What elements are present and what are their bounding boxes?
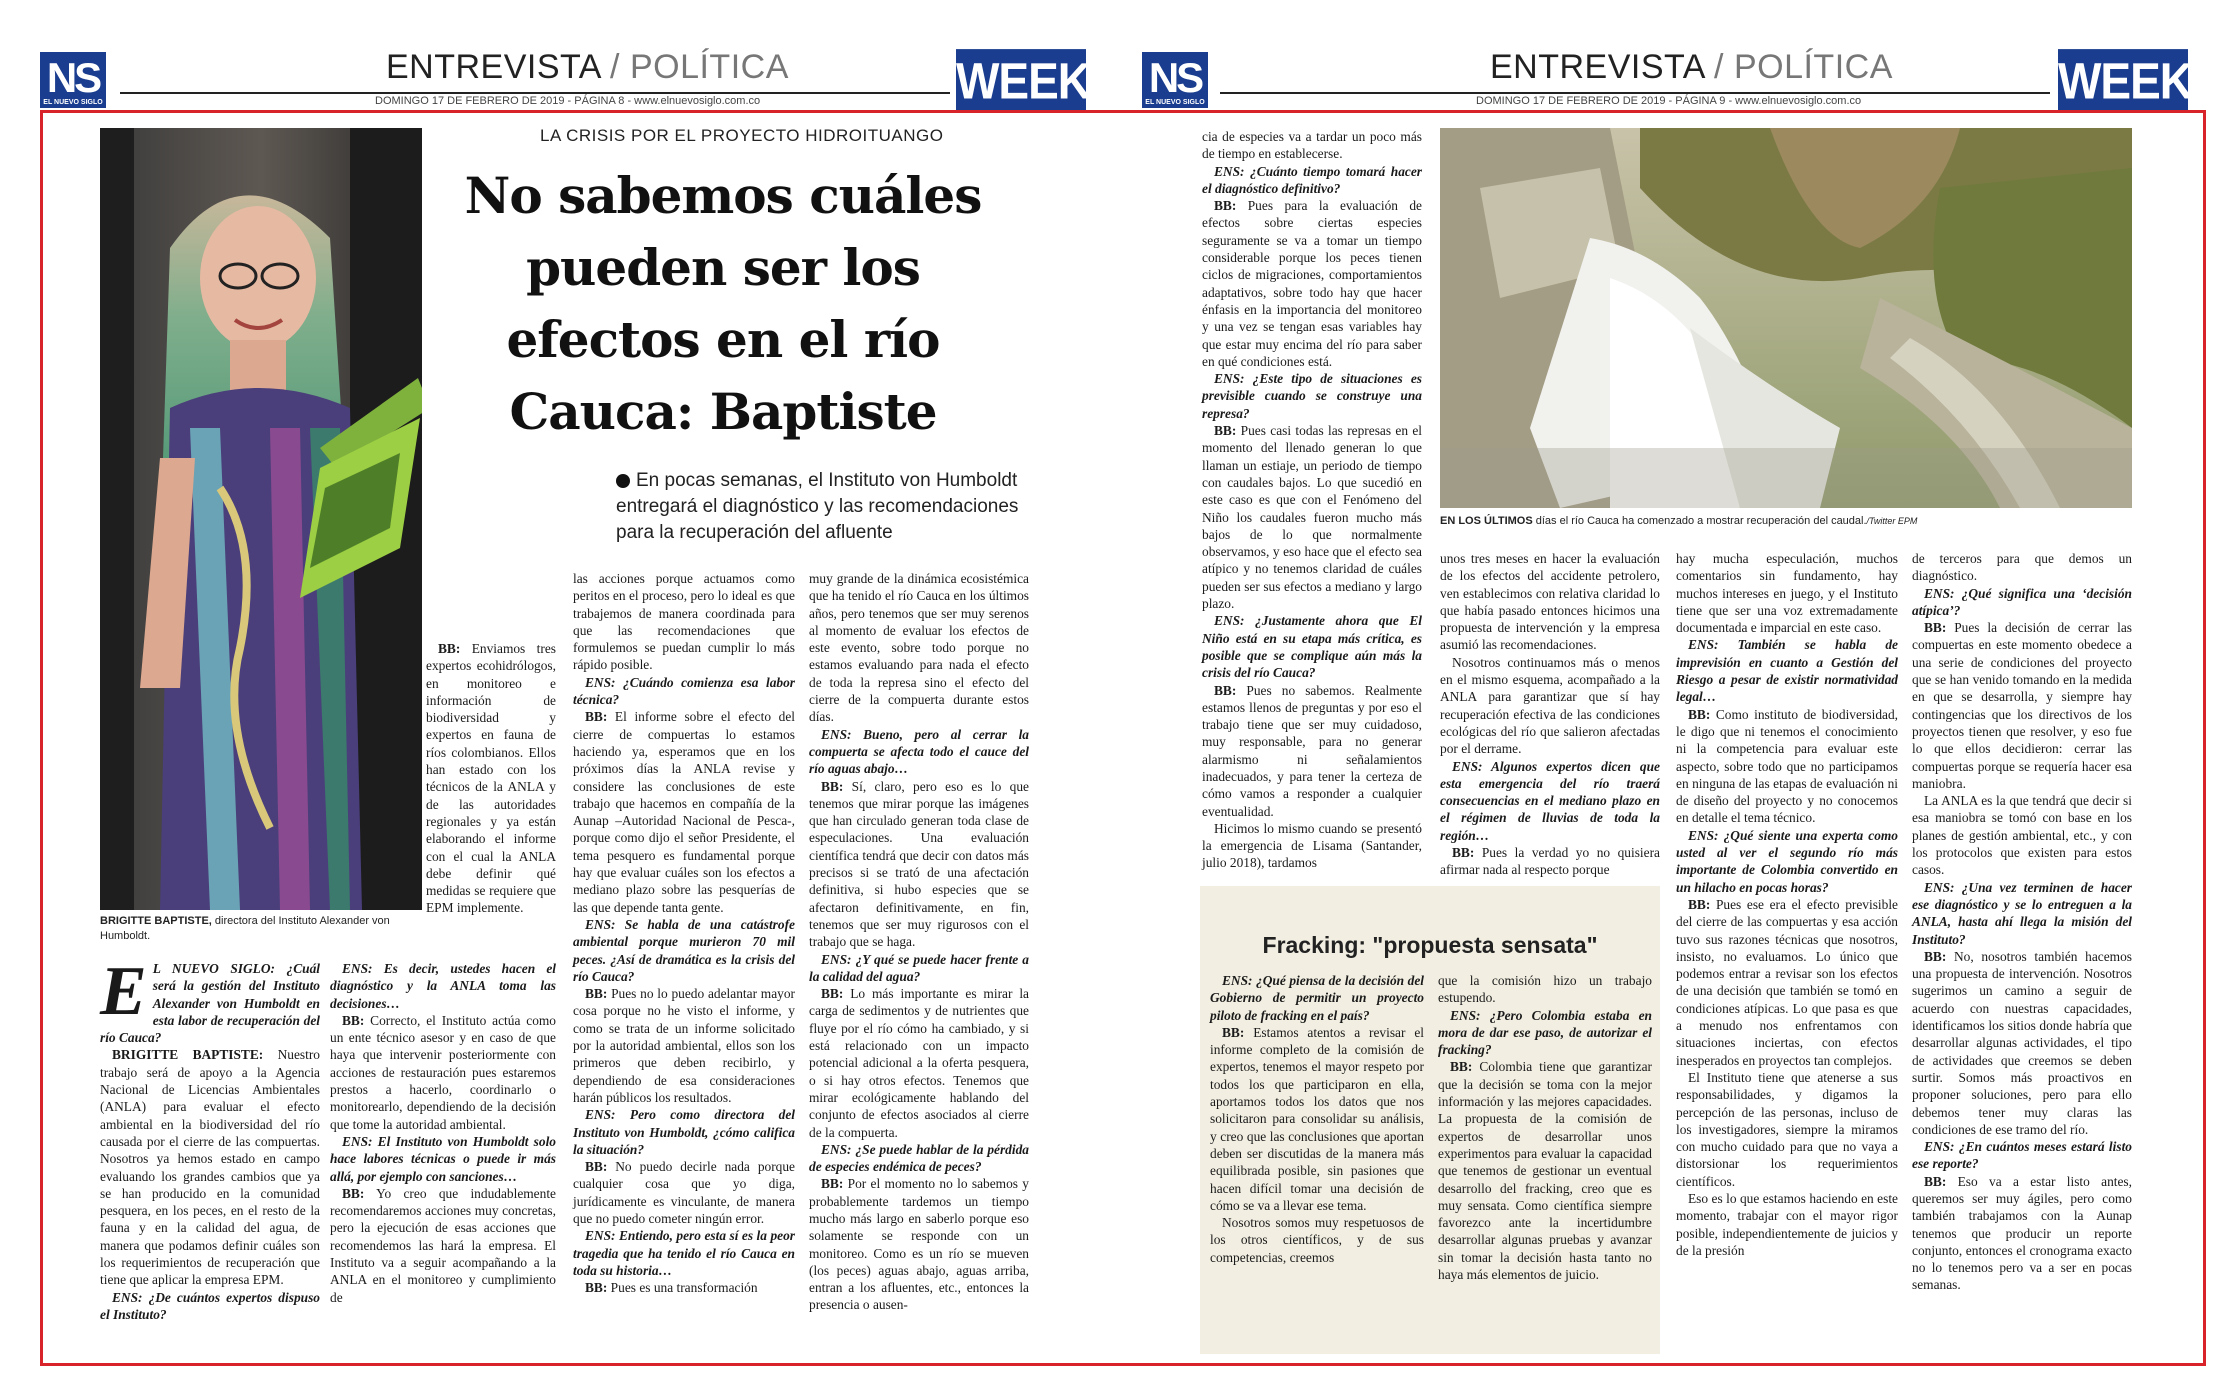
headline: No sabemos cuáles pueden ser los efectos en el río Cauca: Baptiste [464,166,982,441]
week-logo: WEEK [2058,49,2188,113]
dateline: DOMINGO 17 DE FEBRERO DE 2019 - PÁGINA 8 - www.elnuevosiglo.com.co [375,95,761,107]
section-title: ENTREVISTA / POLÍTICA [386,48,789,86]
deck: En pocas semanas, el Instituto von Humboldt entregará el diagnóstico y las recomendaciones para la recuperación del afluente [616,470,1019,543]
dateline: DOMINGO 17 DE FEBRERO DE 2019 - PÁGINA 9 - www.elnuevosiglo.com.co [1476,95,1862,107]
article-column-7: de terceros para que demos un diagnóstico. ENS: ¿Qué significa una ‘decisión atípica’? BB: Pues la decisión de cerrar las compuertas en este momento obedece a una serie de condiciones del proyecto que se han venido tomando en la medida en que se desarrolla, y siempre hay contingencias que los directivos de los proyectos tienen que resolver, y eso fue lo que ellos decidieron: cerrar las compuertas porque se requería hacer esa maniobra. La ANLA es la que tendrá que decir si esa maniobra se tomó con base en los planes de gestión ambiental, etc., y con los protocolos que existen para estos casos. ENS: ¿Una vez terminen de hacer ese diagnóstico y se lo entreguen a la ANLA, hasta ahí llega la misión del Instituto? BB: No, nosotros también hacemos una propuesta de intervención. Nosotros sugerimos un camino a seguir de acuerdo con nuestras capacidades, identificamos los sitios donde habría que desarrollar algunas actividades, el tipo de actividades que creemos se deben surtir. Somos más proactivos en proponer soluciones, pero para ello debemos tener muy claras las condiciones de ese tramo del río. ENS: ¿En cuántos meses estará listo ese reporte? BB: Eso va a estar listo antes, queremos ser muy ágiles, pero como también trabajamos con la Aunap tenemos que producir un reporte conjunto, entonces el cronograma exacto no lo tenemos pero va a ser en pocas semanas. [1912,551,2132,1293]
article-column-3: muy grande de la dinámica ecosistémica que ha tenido el río Cauca en los últimos años, pero tenemos que ser muy serenos al momento de evaluar los efectos de este evento, sobre todo porque no estamos evaluando para nada el efecto de toda la represa sino el efecto del cierre de la compuerta durante estos días. ENS: Bueno, pero al cerrar la compuerta se afecta todo el cauce del río aguas abajo… BB: Sí, claro, pero eso es lo que tenemos que mirar porque las imágenes que han circulado generan toda clase de especulaciones. Una evaluación científica tendrá que decir con datos más precisos si se trató de una afectación definitiva, si hubo especies que se afectaron definitivamente, en fin, tenemos que ser muy rigurosos con el trabajo que se haga. ENS: ¿Y qué se puede hacer frente a la calidad del agua? BB: Lo más importante es mirar la carga de sedimentos y de nutrientes que fluye por el río cómo ha cambiado, y si está relacionado con un impacto potencial adicional a la oferta pesquera, o si hay otros efectos. Tenemos que mirar ecológicamente hablando del conjunto de efectos asociados al cierre de la compuerta. ENS: ¿Se puede hablar de la pérdida de especies endémica de peces? BB: Por el momento no lo sabemos y probablemente tardemos un tiempo mucho más largo en saberlo porque eso solamente se responde con un monitoreo. Como es un río se mueven (los peces) aguas abajo, aguas arriba, entran a los afluentes, etc., entonces la presencia o ausen- [809,571,1029,1313]
article-column-2: las acciones porque actuamos como peritos en el proceso, pero lo ideal es que trabajemos de manera coordinada para que las recomendaciones que formulemos se puedan cumplir lo más rápido posible. ENS: ¿Cuándo comienza esa labor técnica? BB: El informe sobre el efecto del cierre de compuertas lo estamos haciendo ya, esperamos que en los próximos días la ANLA revise y considere las conclusiones de este trabajo que hacemos en compañía de la Aunap –Autoridad Nacional de Pesca-, porque como dijo el señor Presidente, el tema pesquero es fundamental porque hay que evaluar cuáles son los efectos a mediano plazo sobre las pesquerías de las que depende tanta gente. ENS: Se habla de una catástrofe ambiental porque murieron 70 mil peces. ¿Así de dramática es la crisis del río Cauca? BB: Pues no lo puedo adelantar mayor cosa porque no he visto el informe, y como se trata de un informe solicitado por la autoridad ambiental, ellos son los primeros que deben recibirlo, y dependiendo de esa consideraciones harán públicos los resultados. ENS: Pero como directora del Instituto von Humboldt, ¿cómo califica la situación? BB: No puedo decirle nada porque cualquier cosa que yo diga, jurídicamente es vinculante, de manera que no puedo cometer ningún error. ENS: Entiendo, pero esta sí es la peor tragedia que ha tenido el río Cauca en toda su historia… BB: Pues es una transformación [573,571,795,1296]
fracking-sidebar-title: Fracking: "propuesta sensata" [1262,932,1598,958]
dam-photo-caption: EN LOS ÚLTIMOS días el río Cauca ha comenzado a mostrar recuperación del caudal./Twitter EPM [1440,515,1918,527]
week-logo: WEEK [956,49,1086,113]
article-column-5: unos tres meses en hacer la evaluación de los efectos del accidente petrolero, ven establecimos con relativa claridad lo que había pasado entonces hicimos una propuesta de intervención y la empresa asumió las recomendaciones. Nosotros continuamos más o menos en el mismo esquema, acompañado a la ANLA para garantizar que sí hay recuperación efectiva de las condiciones ecológicas del río que salieron afectadas por el derrame. ENS: Algunos expertos dicen que esta emergencia del río traerá consecuencias en el mediano plazo en el régimen de lluvias de toda la región… BB: Pues la verdad yo no quisiera afirmar nada al respecto porque [1440,551,1660,878]
article-column-1: E L NUEVO SIGLO: ¿Cuál será la gestión del Instituto Alexander von Humboldt en esta labor de recuperación del río Cauca? BRIGITTE BAPTISTE: Nuestro trabajo será de apoyo a la Agencia Nacional de Licencias Ambientales (ANLA) para evaluar el efecto ambiental en la biodiversidad del río causada por el cierre de las compuertas. Nosotros ya hemos estado en campo evaluando los grandes cambios que ya se han producido en la comunidad pesquera, en los peces, en el resto de la fauna y en la calidad del agua, de manera que podamos definir cuáles son los requerimientos de recuperación que tiene que aplicar la empresa EPM. ENS: ¿De cuántos expertos dispuso el Instituto? [100,953,320,1322]
portrait-caption: BRIGITTE BAPTISTE, directora del Instituto Alexander von Humboldt. [100,915,390,942]
header-rule [120,92,950,94]
dam-photo [1440,128,2132,508]
article-column-1-top: BB: Enviamos tres expertos ecohidrólogos, en monitoreo e información de biodiversidad y expertos en fauna de ríos colombianos. Ellos han estado con los técnicos de la ANLA y de las autoridades regionales y ya están elaborando el informe con el cual la ANLA debe definir qué medidas se requiere que EPM implemente. [426,641,556,916]
article-column-6: hay mucha especulación, muchos comentarios sin fundamento, hay muchos intereses en juego, y el Instituto tiene que ser una voz extremadamente documentada e imparcial en este caso. ENS: También se habla de imprevisión en cuanto a Gestión del Riesgo a pesar de existir normatividad legal… BB: Como instituto de biodiversidad, le digo que ni tenemos el conocimiento ni la competencia para evaluar este aspecto, sobre todo que no participamos en ninguna de las etapas de evaluación ni de diseño del proyecto y no conocemos en detalle el tema técnico. ENS: ¿Qué siente una experta como usted al ver el segundo río más importante de Colombia convertido en un hilacho en pocas horas? BB: Pues ese era el efecto previsible del cierre de las compuertas y esa acción tuvo sus razones técnicas que nosotros, insisto, no evaluamos. Lo único que podemos entrar a revisar son los efectos de una decisión que también se tomó en condiciones atípicas. Lo que pasa es que a menudo nos enfrentamos con situaciones inciertas, con efectos inesperados en proyectos tan complejos. El Instituto tiene que atenerse a sus responsabilidades, y digamos la percepción de las personas, incluso de los investigadores, siempre la miramos con mucho cuidado para que no vaya a distorsionar los requerimientos científicos. Eso es lo que estamos haciendo en este momento, trabajar con el mayor rigor posible, independientemente de juicios y de la presión [1676,551,1898,1258]
kicker: LA CRISIS POR EL PROYECTO HIDROITUANGO [540,126,944,145]
article-column-1b: ENS: Es decir, ustedes hacen el diagnóstico y la ANLA toma las decisiones… BB: Correcto, el Instituto actúa como un ente técnico asesor y en caso de que haya que intervenir posteriormente con acciones de restauración pues estaremos prestos a hacerlo, coordinarlo o monitorearlo, dependiendo de la decisión que tome la autoridad ambiental. ENS: El Instituto von Humboldt solo hace labores técnicas o puede ir más allá, por ejemplo con sanciones… BB: Yo creo que indudablemente recomendaremos acciones muy concretas, pero la ejecución de esas acciones que recomendemos las hará la empresa. El Instituto va a seguir acompañando a la ANLA en el monitoreo y cumplimiento de [330,961,556,1305]
header-rule [1220,92,2050,94]
bullet-icon [616,474,630,488]
fracking-column-1: ENS: ¿Qué piensa de la decisión del Gobierno de permitir un proyecto piloto de fracking en el país? BB: Estamos atentos a revisar el informe completo de la comisión de expertos, tenemos el mayor respeto por todos los que participaron en ella, aportamos todos los datos que nos solicitaron para consolidar su análisis, y creo que las conclusiones que aportan deben ser discutidas de la manera más equilibrada posible, sin pasiones que hacen difícil tomar una decisión de cómo se va a llevar ese tema. Nosotros somos muy respetuosos de los otros científicos, y de sus competencias, creemos [1210,973,1424,1265]
portrait-photo [100,128,422,910]
drop-cap: E [100,953,147,1030]
newspaper-logo: NS EL NUEVO SIGLO [40,52,106,108]
newspaper-logo: NS EL NUEVO SIGLO [1142,52,1208,108]
article-column-4: cia de especies va a tardar un poco más de tiempo en establecerse. ENS: ¿Cuánto tiempo tomará hacer el diagnóstico definitivo? BB: Pues para la evaluación de efectos sobre ciertas especies seguramente se va a tomar un tiempo considerable porque los peces tienen ciclos de migraciones, comportamientos adaptativos, sobre todo hay que hacer énfasis en la importancia del monitoreo y una vez se tengan esas variables hay que estar muy encima del río para saber en qué condiciones está. ENS: ¿Este tipo de situaciones es previsible cuando se construye una represa? BB: Pues casi todas las represas en el momento del llenado generan lo que llaman un estiaje, un periodo de tiempo con caudales bajos. Lo que sucedió en este caso es que con el Fenómeno del Niño los caudales fueron mucho más bajos de lo que normalmente observamos, y eso hace que el efecto sea atípico y no tenemos claridad de cuáles pueden ser sus efectos a mediano y largo plazo. ENS: ¿Justamente ahora que El Niño está en su etapa más crítica, es posible que se complique aún más la crisis del río Cauca? BB: Pues no sabemos. Realmente estamos llenos de preguntas y por eso el trabajo tiene que ser muy cuidadoso, muy responsable, para no generar alarmismo ni señalamientos inadecuados, y para tener la certeza de cómo vamos a responder a cualquier eventualidad. Hicimos lo mismo cuando se presentó la emergencia de Lisama (Santander, julio 2018), tardamos [1202,129,1422,871]
fracking-column-2: que la comisión hizo un trabajo estupendo. ENS: ¿Pero Colombia estaba en mora de dar ese paso, de autorizar el fracking? BB: Colombia tiene que garantizar que la decisión se toma con la mejor información y las mejores capacidades. La propuesta de la comisión de expertos de desarrollar unos experimentos para evaluar la capacidad que tenemos de gestionar un eventual desarrollo del fracking, creo que es muy sensata. Como científica siempre favorezco ante la incertidumbre desarrollar algunas pruebas y avanzar sin tomar la decisión hasta tanto no haya más elementos de juicio. [1438,973,1652,1283]
section-title: ENTREVISTA / POLÍTICA [1490,48,1893,86]
